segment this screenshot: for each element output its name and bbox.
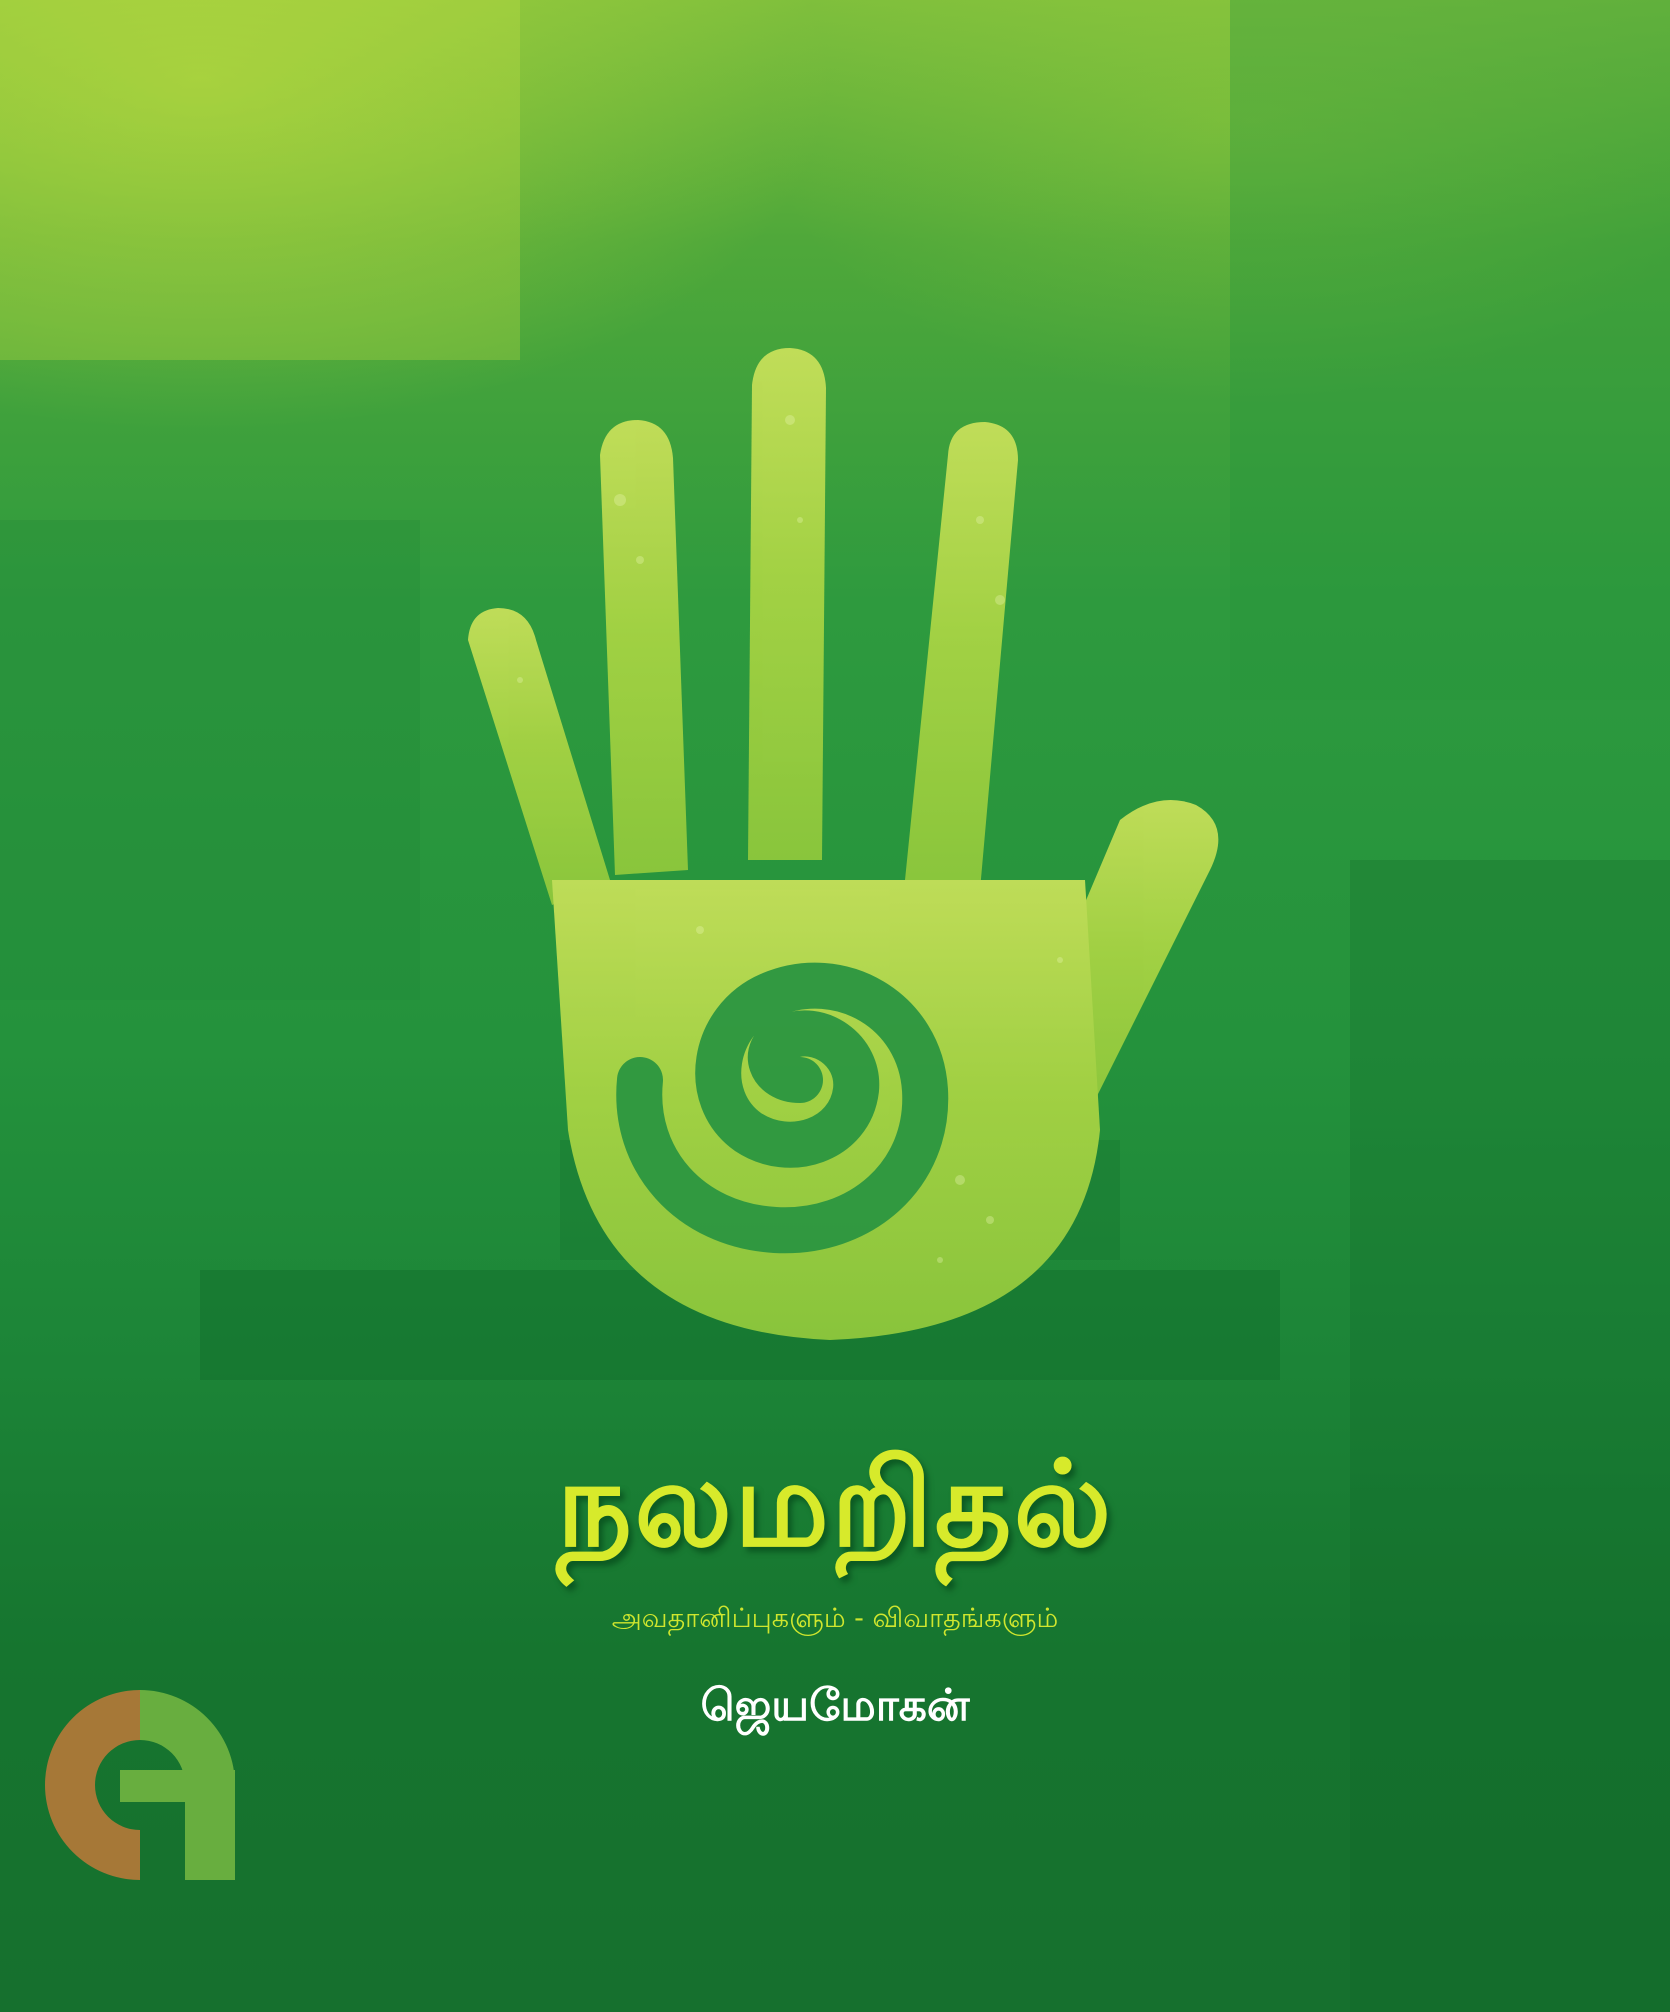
book-author: ஜெயமோகன் [700, 1680, 970, 1731]
book-subtitle: அவதானிப்புகளும் - விவாதங்களும் [611, 1603, 1059, 1634]
book-title: நலமறிதல் [556, 1435, 1114, 1573]
middle-finger [748, 348, 826, 860]
ring-finger [600, 420, 688, 875]
logo-bar [120, 1770, 235, 1802]
publisher-logo-icon [0, 1650, 320, 1880]
pinky-finger [468, 608, 610, 905]
index-finger [905, 422, 1018, 890]
